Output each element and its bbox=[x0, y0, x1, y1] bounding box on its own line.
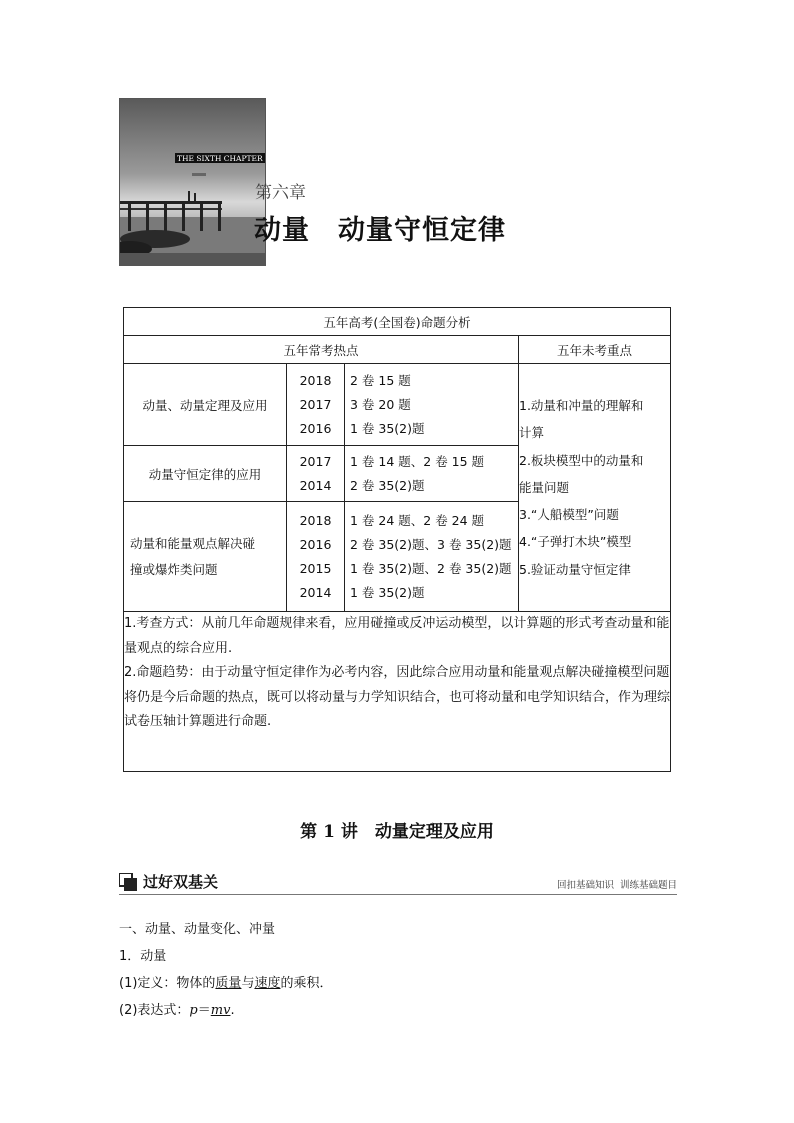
table-header: 五年高考(全国卷)命题分析 bbox=[124, 308, 671, 336]
expression-line bbox=[119, 999, 235, 1018]
focus-line: 5.验证动量守恒定律 bbox=[519, 561, 631, 577]
exam-analysis-table bbox=[123, 307, 671, 772]
year: 2017 bbox=[299, 453, 332, 469]
column-hot-topics: 五年常考热点 bbox=[124, 336, 519, 364]
expression-end: . bbox=[230, 1003, 235, 1018]
topic-cell: 动量守恒定律的应用 bbox=[124, 446, 287, 502]
expression-equals: ＝ bbox=[197, 1003, 211, 1018]
note-trend: 2.命题趋势：由于动量守恒定律作为必考内容，因此综合应用动量和能量观点解决碰撞模型问题将仍是今后命题的热点，既可以将动量与力学知识结合，也可将动量和电学知识结合，作为理综试卷压轴计算题进行命题. bbox=[124, 665, 671, 729]
focus-line: 3.“人船模型”问题 bbox=[519, 507, 619, 523]
chapter-image-caption: THE SIXTH CHAPTER bbox=[177, 154, 263, 163]
topic-cell bbox=[124, 502, 287, 612]
year: 2014 bbox=[299, 477, 332, 493]
exam-item: 3 卷 20 题 bbox=[350, 396, 411, 412]
exam-item: 2 卷 15 题 bbox=[350, 372, 411, 388]
note-exam-style: 1.考查方式：从前几年命题规律来看，应用碰撞或反冲运动模型，以计算题的形式考查动量和能量观点的综合应用. bbox=[124, 616, 670, 656]
chapter-number: 第六章 bbox=[255, 183, 306, 203]
section-bar bbox=[119, 872, 677, 895]
definition-line bbox=[119, 972, 332, 991]
definition-connector: 与 bbox=[241, 976, 255, 991]
section-subtitle: 回扣基础知识 训练基础题目 bbox=[556, 880, 677, 891]
expression-variable: p bbox=[189, 1003, 198, 1018]
chapter-cover-image bbox=[119, 98, 266, 266]
exam-items-cell bbox=[345, 502, 519, 612]
definition-suffix: 的乘积． bbox=[280, 976, 333, 991]
exam-items-cell bbox=[345, 446, 519, 502]
focus-line: 能量问题 bbox=[519, 479, 570, 495]
years-cell bbox=[287, 364, 345, 446]
focus-line: 1.动量和冲量的理解和 bbox=[519, 397, 644, 413]
term-mass: 质量 bbox=[215, 976, 242, 991]
expression-prefix: (2)表达式： bbox=[119, 1003, 190, 1018]
years-cell bbox=[287, 446, 345, 502]
topic-line: 动量和能量观点解决碰 bbox=[130, 535, 256, 551]
column-untested-focus: 五年未考重点 bbox=[519, 336, 671, 364]
year: 2018 bbox=[299, 512, 332, 528]
definition-prefix: (1)定义：物体的 bbox=[119, 976, 216, 991]
section-label: 过好双基关 bbox=[143, 873, 219, 891]
exam-items-cell bbox=[345, 364, 519, 446]
content-heading: 一、动量、动量变化、冲量 bbox=[119, 922, 276, 937]
year: 2016 bbox=[299, 420, 332, 436]
year: 2014 bbox=[299, 584, 332, 600]
topic-cell: 动量、动量定理及应用 bbox=[124, 364, 287, 446]
year: 2018 bbox=[299, 372, 332, 388]
focus-line: 计算 bbox=[519, 425, 545, 441]
exam-item: 2 卷 35(2)题、3 卷 35(2)题 bbox=[350, 536, 512, 552]
focus-line: 2.板块模型中的动量和 bbox=[519, 452, 644, 468]
year: 2016 bbox=[299, 536, 332, 552]
lecture-title: 第 1 讲 动量定理及应用 bbox=[300, 822, 494, 842]
exam-item: 1 卷 14 题、2 卷 15 题 bbox=[350, 453, 485, 469]
focus-line: 4.“子弹打木块”模型 bbox=[519, 534, 632, 550]
year: 2017 bbox=[299, 396, 332, 412]
term-velocity: 速度 bbox=[254, 976, 281, 991]
analysis-notes bbox=[124, 612, 671, 772]
exam-item: 1 卷 35(2)题 bbox=[350, 420, 425, 436]
chapter-title: 动量 动量守恒定律 bbox=[254, 215, 506, 246]
year: 2015 bbox=[299, 560, 332, 576]
exam-item: 1 卷 35(2)题、2 卷 35(2)题 bbox=[350, 560, 512, 576]
exam-item: 2 卷 35(2)题 bbox=[350, 477, 425, 493]
exam-item: 1 卷 24 题、2 卷 24 题 bbox=[350, 512, 485, 528]
expression-value: mv bbox=[210, 1003, 231, 1018]
topic-line: 撞或爆炸类问题 bbox=[130, 561, 218, 577]
untested-focus-cell bbox=[519, 364, 671, 612]
table-row bbox=[124, 364, 671, 446]
section-square-icon bbox=[119, 873, 137, 891]
exam-item: 1 卷 35(2)题 bbox=[350, 584, 425, 600]
years-cell bbox=[287, 502, 345, 612]
content-subheading: 1．动量 bbox=[119, 949, 167, 964]
